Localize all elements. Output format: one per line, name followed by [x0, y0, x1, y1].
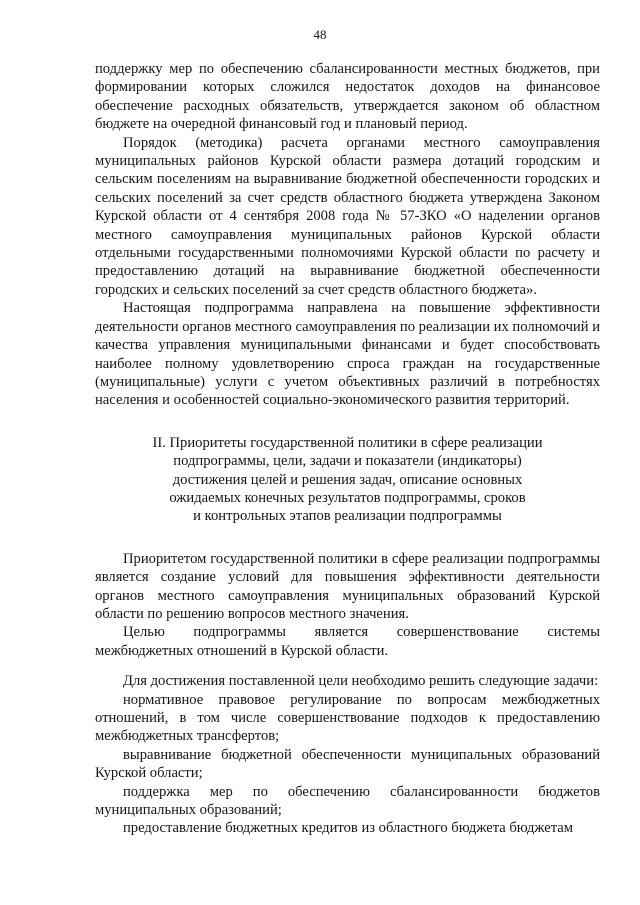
section-heading-line: подпрограммы, цели, задачи и показатели (индикаторы) — [173, 453, 522, 470]
methodology-paragraph: Порядок (методика) расчета органами местного самоуправления муниципальных районов Курской области размера дотаций городским и сельским поселениям на выравнивание бюджетной обеспеченности городских и сельских поселений за счет средств областного бюджета утверждена Законом Курской области от 4 сентября 2008 года № 57-ЗКО «О наделении органов местного самоуправления муниципальных районов Курской области отдельными государственными полномочиями Курской области по расчету и предоставлению дотаций на выравнивание бюджетной обеспеченности городских и сельских поселений за счет средств областного бюджета». — [95, 134, 600, 298]
priority-paragraph: Приоритетом государственной политики в сфере реализации подпрограммы является создание условий для повышения эффективности деятельности органов местного самоуправления муниципальных образований Курской области по решению вопросов местного значения. — [95, 550, 600, 622]
task-item: нормативное правовое регулирование по вопросам межбюджетных отношений, в том числе совершенствование подходов к предоставлению межбюджетных трансфертов; — [95, 691, 600, 745]
section-heading-line: и контрольных этапов реализации подпрограммы — [193, 508, 502, 525]
task-item: предоставление бюджетных кредитов из областного бюджета бюджетам — [123, 820, 574, 837]
intro-paragraph: поддержку мер по обеспечению сбалансированности местных бюджетов, при формировании которых сложился недостаток доходов на финансовое обеспечение расходных обязательств, утверждается законом об областном бюджете на очередной финансовый год и плановый период. — [95, 61, 600, 133]
subprogram-paragraph: Настоящая подпрограмма направлена на повышение эффективности деятельности органов местного самоуправления по реализации их полномочий и качества управления муниципальными финансами и будет способствовать наиболее полному удовлетворению спроса граждан на государственные (муниципальные) услуги с учетом объективных различий в потребностях населения и особенностей социально-экономического развития территорий. — [95, 300, 601, 409]
task-item: поддержка мер по обеспечению сбалансированности бюджетов муниципальных образований; — [95, 783, 600, 819]
document-body — [95, 60, 600, 838]
section-heading — [95, 434, 600, 526]
section-heading-line: ожидаемых конечных результатов подпрограммы, сроков — [169, 489, 526, 506]
section-heading-line: II. Приоритеты государственной политики в сфере реализации — [152, 434, 543, 451]
section-heading-line: достижения целей и решения задач, описание основных — [172, 471, 523, 488]
goal-paragraph: Целью подпрограммы является совершенствование системы межбюджетных отношений в Курской области. — [95, 624, 600, 659]
tasks-intro-paragraph: Для достижения поставленной цели необходимо решить следующие задачи: — [123, 673, 599, 690]
page-number: 48 — [313, 27, 327, 42]
task-item: выравнивание бюджетной обеспеченности муниципальных образований Курской области; — [95, 746, 600, 782]
